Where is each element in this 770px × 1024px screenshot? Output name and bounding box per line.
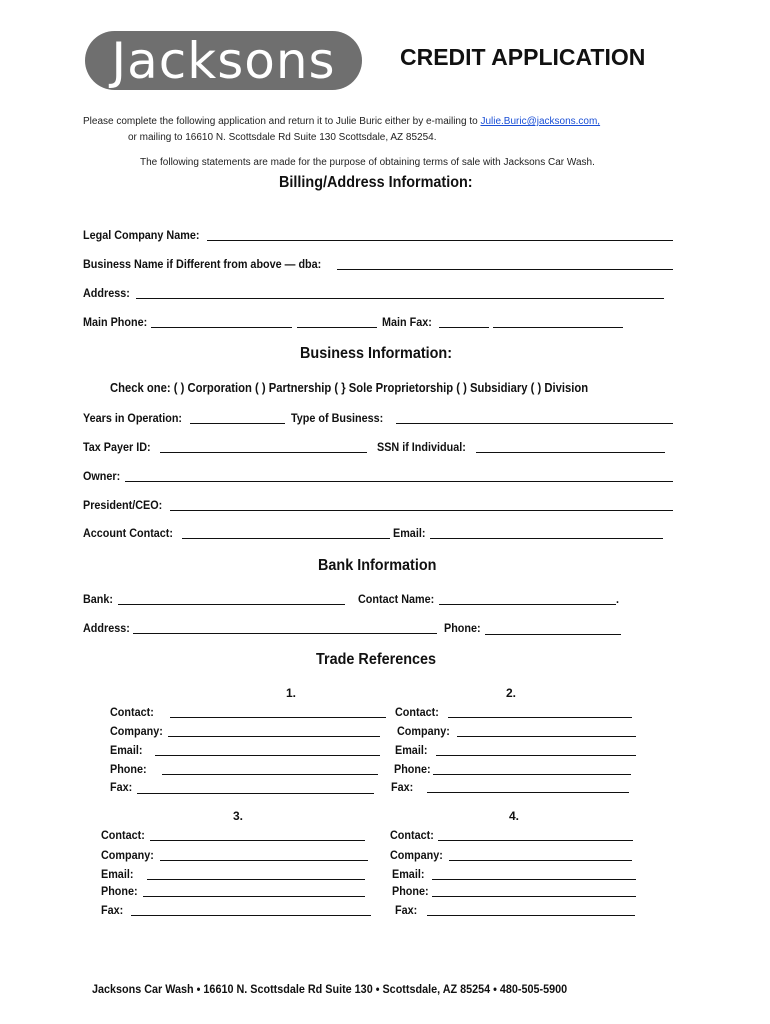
bank-contact-field[interactable]	[439, 604, 616, 605]
ref-1-phone-label: Phone:	[110, 762, 147, 776]
address-label: Address:	[83, 286, 130, 300]
ref-4-contact-label: Contact:	[390, 828, 434, 842]
address-field[interactable]	[136, 298, 664, 299]
ref-3-fax-field[interactable]	[131, 915, 371, 916]
account-email-label: Email:	[393, 526, 426, 540]
bank-address-label: Address:	[83, 621, 130, 635]
ref-1-email-label: Email:	[110, 743, 143, 757]
tax-id-field[interactable]	[160, 452, 367, 453]
ref-4-number: 4.	[509, 809, 520, 823]
ref-4-email-label: Email:	[392, 867, 425, 881]
page-title: CREDIT APPLICATION	[400, 44, 646, 70]
legal-company-label: Legal Company Name:	[83, 228, 200, 242]
email-link[interactable]: Julie.Buric@jacksons.com,	[480, 116, 601, 127]
bank-contact-period: .	[616, 592, 620, 606]
ref-1-phone-field[interactable]	[162, 774, 378, 775]
legal-company-field[interactable]	[207, 240, 673, 241]
ref-4-email-field[interactable]	[432, 879, 636, 880]
bank-phone-label: Phone:	[444, 621, 481, 635]
ref-2-company-field[interactable]	[457, 736, 636, 737]
main-phone-field-2[interactable]	[297, 327, 377, 328]
type-label: Type of Business:	[291, 411, 384, 425]
bank-label: Bank:	[83, 592, 114, 606]
footer-contact-info: Jacksons Car Wash • 16610 N. Scottsdale Rd Suite 130 • Scottsdale, AZ 85254 • 480-505-5900	[92, 982, 568, 996]
ref-2-fax-label: Fax:	[391, 780, 414, 794]
main-fax-field-2[interactable]	[493, 327, 623, 328]
ssn-field[interactable]	[476, 452, 665, 453]
years-field[interactable]	[190, 423, 285, 424]
dba-field[interactable]	[337, 269, 673, 270]
main-fax-label: Main Fax:	[382, 315, 432, 329]
account-contact-label: Account Contact:	[83, 526, 173, 540]
ref-2-company-label: Company:	[397, 724, 450, 738]
ref-3-phone-field[interactable]	[143, 896, 365, 897]
main-phone-field-1[interactable]	[151, 327, 292, 328]
ref-4-fax-field[interactable]	[427, 915, 635, 916]
ref-2-email-field[interactable]	[436, 755, 636, 756]
intro-text: Please complete the following application and return it to Julie Buric either by e-mailing to	[83, 116, 478, 127]
ssn-label: SSN if Individual:	[377, 440, 466, 454]
president-field[interactable]	[170, 510, 673, 511]
ref-2-phone-field[interactable]	[433, 774, 631, 775]
ref-3-fax-label: Fax:	[101, 903, 124, 917]
ref-1-contact-label: Contact:	[110, 705, 154, 719]
ref-4-contact-field[interactable]	[438, 840, 633, 841]
ref-3-company-field[interactable]	[160, 860, 368, 861]
ref-4-phone-field[interactable]	[432, 896, 636, 897]
entity-type-checklist[interactable]: Check one: ( ) Corporation ( ) Partnership ( } Sole Proprietorship ( ) Subsidiary ( ) Division	[110, 381, 589, 395]
ref-3-company-label: Company:	[101, 848, 154, 862]
business-heading: Business Information:	[300, 345, 453, 362]
bank-field[interactable]	[118, 604, 345, 605]
ref-4-phone-label: Phone:	[392, 884, 429, 898]
intro-line-1	[83, 116, 600, 127]
billing-heading: Billing/Address Information:	[279, 174, 473, 191]
president-label: President/CEO:	[83, 498, 163, 512]
bank-contact-label: Contact Name:	[358, 592, 435, 606]
bank-phone-field[interactable]	[485, 634, 621, 635]
bank-heading: Bank Information	[318, 557, 437, 574]
bank-address-field[interactable]	[133, 633, 437, 634]
ref-1-company-label: Company:	[110, 724, 163, 738]
account-contact-field[interactable]	[182, 538, 390, 539]
ref-1-email-field[interactable]	[155, 755, 380, 756]
owner-field[interactable]	[125, 481, 673, 482]
intro-line-2: or mailing to 16610 N. Scottsdale Rd Suite 130 Scottsdale, AZ 85254.	[128, 132, 437, 143]
ref-3-contact-field[interactable]	[150, 840, 365, 841]
ref-3-contact-label: Contact:	[101, 828, 145, 842]
intro-line-3: The following statements are made for the purpose of obtaining terms of sale with Jacksons Car Wash.	[140, 157, 595, 168]
ref-1-fax-label: Fax:	[110, 780, 133, 794]
ref-4-fax-label: Fax:	[395, 903, 418, 917]
ref-3-email-label: Email:	[101, 867, 134, 881]
ref-2-contact-field[interactable]	[448, 717, 632, 718]
tax-id-label: Tax Payer ID:	[83, 440, 151, 454]
ref-4-company-label: Company:	[390, 848, 443, 862]
ref-2-phone-label: Phone:	[394, 762, 431, 776]
type-field[interactable]	[396, 423, 673, 424]
ref-2-fax-field[interactable]	[427, 792, 629, 793]
ref-4-company-field[interactable]	[449, 860, 632, 861]
ref-3-number: 3.	[233, 809, 244, 823]
ref-2-contact-label: Contact:	[395, 705, 439, 719]
main-phone-label: Main Phone:	[83, 315, 148, 329]
dba-label: Business Name if Different from above — dba:	[83, 257, 322, 271]
main-fax-field-1[interactable]	[439, 327, 489, 328]
jacksons-logo: Jacksons	[85, 31, 362, 90]
ref-3-phone-label: Phone:	[101, 884, 138, 898]
ref-3-email-field[interactable]	[147, 879, 365, 880]
ref-2-email-label: Email:	[395, 743, 428, 757]
owner-label: Owner:	[83, 469, 121, 483]
trade-heading: Trade References	[316, 651, 437, 668]
years-label: Years in Operation:	[83, 411, 183, 425]
ref-1-number: 1.	[286, 686, 297, 700]
ref-1-contact-field[interactable]	[170, 717, 386, 718]
ref-2-number: 2.	[506, 686, 517, 700]
account-email-field[interactable]	[430, 538, 663, 539]
ref-1-company-field[interactable]	[168, 736, 380, 737]
ref-1-fax-field[interactable]	[137, 793, 374, 794]
